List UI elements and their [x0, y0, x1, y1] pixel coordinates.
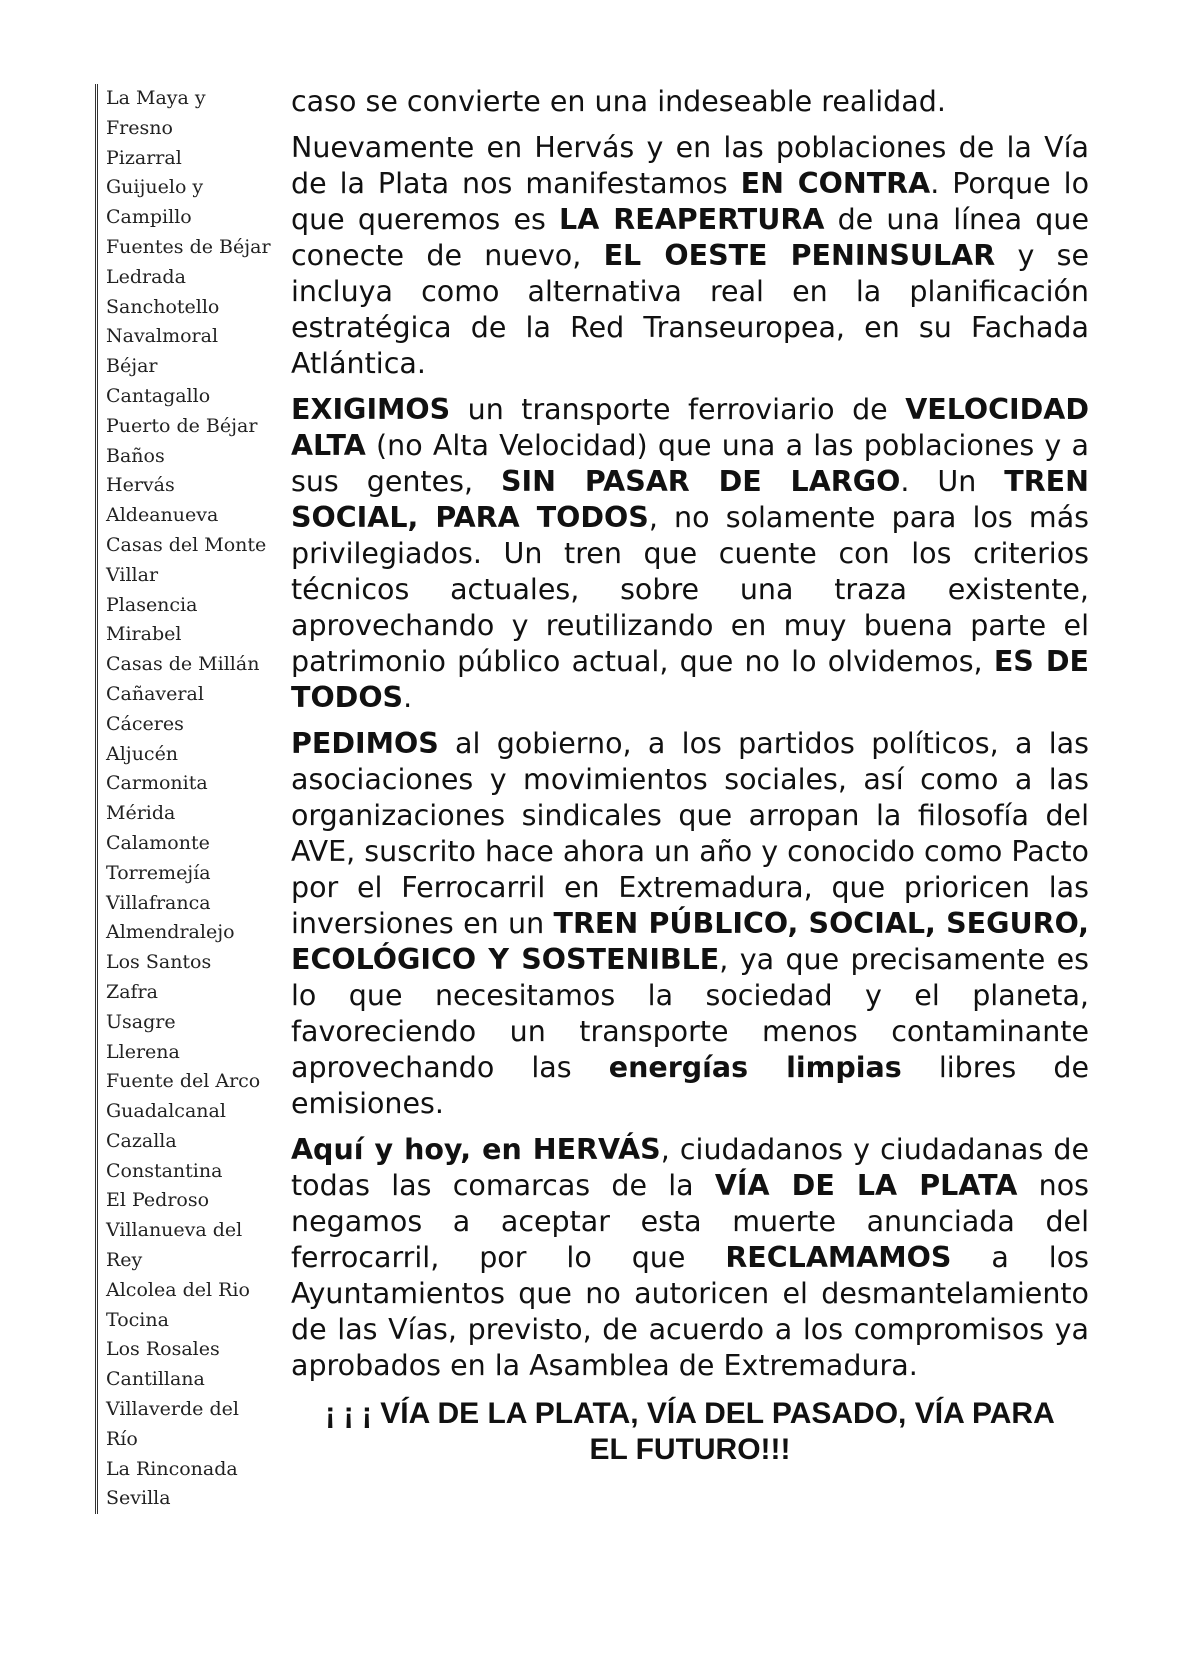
town-name: Almendralejo — [106, 921, 235, 944]
manifesto-body — [291, 84, 1089, 1468]
town-name: Campillo — [106, 206, 192, 229]
town-name: Rey — [106, 1249, 143, 1272]
town-name: Navalmoral — [106, 325, 219, 348]
emphasis: TREN SOCIAL, PARA TODOS — [291, 465, 1089, 534]
town-name: Sevilla — [106, 1487, 171, 1510]
town-name: Cáceres — [106, 712, 184, 735]
town-name: Torremejía — [106, 861, 211, 884]
emphasis: LA REAPERTURA — [559, 203, 825, 236]
town-name: Carmonita — [106, 772, 208, 795]
town-name: Constantina — [106, 1159, 223, 1182]
emphasis: energías limpias — [608, 1051, 902, 1084]
paragraph-pedimos: PEDIMOS al gobierno, a los partidos políticos, a las asociaciones y movimientos sociales, así como a las organizaciones sindicales que arropan la filosofía del AVE, suscrito hace ahora un año y conocido como Pacto por el Ferrocarril en Extremadura, que prioricen las inversiones en un TREN PÚBLICO, SOCIAL, SEGURO, ECOLÓGICO Y SOSTENIBLE, ya que precisamente es lo que necesitamos la sociedad y el planeta, favoreciendo un transporte menos contaminante aprovechando las energías limpias libres de emisiones. — [291, 727, 1089, 1120]
paragraph-aqui-y-hoy: Aquí y hoy, en HERVÁS, ciudadanos y ciudadanas de todas las comarcas de la VÍA DE LA PLATA nos negamos a aceptar esta muerte anunciada del ferrocarril, por lo que RECLAMAMOS a los Ayuntamientos que no autoricen el desmantelamiento de las Vías, previsto, de acuerdo a los compromisos ya aprobados en la Asamblea de Extremadura. — [291, 1133, 1089, 1382]
town-name: Puerto de Béjar — [106, 414, 258, 437]
emphasis: VELOCIDAD ALTA — [291, 393, 1089, 462]
town-name: Llerena — [106, 1040, 180, 1063]
town-name: Usagre — [106, 1010, 176, 1033]
town-name: Fresno — [106, 116, 173, 139]
town-name: Guijuelo y — [106, 176, 204, 199]
town-name: Calamonte — [106, 831, 210, 854]
town-name: Aldeanueva — [106, 504, 219, 527]
emphasis: EL OESTE PENINSULAR — [603, 239, 996, 272]
town-name: El Pedroso — [106, 1189, 210, 1212]
town-name: La Rinconada — [106, 1457, 238, 1480]
slogan-line: EL FUTURO!!! — [589, 1433, 791, 1466]
town-name: Río — [106, 1427, 138, 1450]
town-name: Guadalcanal — [106, 1100, 226, 1123]
town-name: Villanueva del — [106, 1219, 243, 1242]
town-name: La Maya y — [106, 87, 206, 109]
town-name: Mérida — [106, 802, 176, 825]
paragraph-intro: caso se convierte en una indeseable realidad. — [291, 85, 946, 118]
paragraph-exigimos: EXIGIMOS un transporte ferroviario de VELOCIDAD ALTA (no Alta Velocidad) que una a las poblaciones y a sus gentes, SIN PASAR DE LARGO. Un TREN SOCIAL, PARA TODOS, no solamente para los más privilegiados. Un tren que cuente con los criterios técnicos actuales, sobre una traza existente, aprovechando y reutilizando en muy buena parte el patrimonio público actual, que no lo olvidemos, ES DE TODOS. — [291, 393, 1090, 714]
emphasis: Aquí y hoy, en HERVÁS — [291, 1133, 661, 1166]
town-name: Villar — [106, 563, 159, 586]
town-name: Plasencia — [106, 593, 198, 616]
town-name: Casas del Monte — [106, 533, 267, 556]
town-name: Los Santos — [106, 951, 212, 974]
town-name: Hervás — [106, 474, 175, 497]
town-name: Baños — [106, 444, 165, 467]
town-name: Fuentes de Béjar — [106, 235, 271, 258]
emphasis: RECLAMAMOS — [725, 1241, 952, 1274]
emphasis: SIN PASAR DE LARGO — [501, 465, 901, 498]
paragraph-en-contra: Nuevamente en Hervás y en las poblaciones de la Vía de la Plata nos manifestamos EN CONTRA. Porque lo que queremos es LA REAPERTURA de una línea que conecte de nuevo, EL OESTE PENINSULAR y se incluya como alternativa real en la planificación estratégica de la Red Transeuropea, en su Fachada Atlántica. — [291, 131, 1090, 380]
town-name: Villafranca — [106, 891, 211, 914]
town-name: Fuente del Arco — [106, 1070, 261, 1093]
emphasis: EN CONTRA — [740, 167, 931, 200]
town-name: Cantagallo — [106, 384, 211, 407]
emphasis: TREN PÚBLICO, SOCIAL, SEGURO, ECOLÓGICO Y SOSTENIBLE — [291, 907, 1089, 976]
town-name: Casas de Millán — [106, 653, 260, 676]
town-list-sidebar — [95, 84, 276, 1514]
town-name: Cañaveral — [106, 682, 204, 705]
town-name: Tocina — [106, 1308, 169, 1331]
slogan-line: ¡ ¡ ¡ VÍA DE LA PLATA, VÍA DEL PASADO, VÍA PARA — [325, 1397, 1055, 1430]
town-name: Ledrada — [106, 265, 186, 288]
emphasis: EXIGIMOS — [291, 393, 451, 426]
town-name: Cazalla — [106, 1129, 177, 1152]
emphasis: VÍA DE LA PLATA — [714, 1169, 1018, 1202]
emphasis: ES DE TODOS — [291, 645, 1089, 714]
town-name: Aljucén — [106, 742, 179, 765]
town-name: Zafra — [106, 980, 158, 1003]
town-name: Pizarral — [106, 146, 182, 169]
town-name: Villaverde del — [106, 1398, 239, 1421]
town-name: Sanchotello — [106, 295, 220, 318]
emphasis: PEDIMOS — [291, 727, 439, 760]
closing-slogan — [291, 1396, 1089, 1468]
town-name: Mirabel — [106, 623, 182, 646]
town-name: Béjar — [106, 355, 158, 378]
town-name: Alcolea del Rio — [106, 1278, 250, 1301]
town-name: Cantillana — [106, 1368, 205, 1391]
town-name: Los Rosales — [106, 1338, 220, 1361]
